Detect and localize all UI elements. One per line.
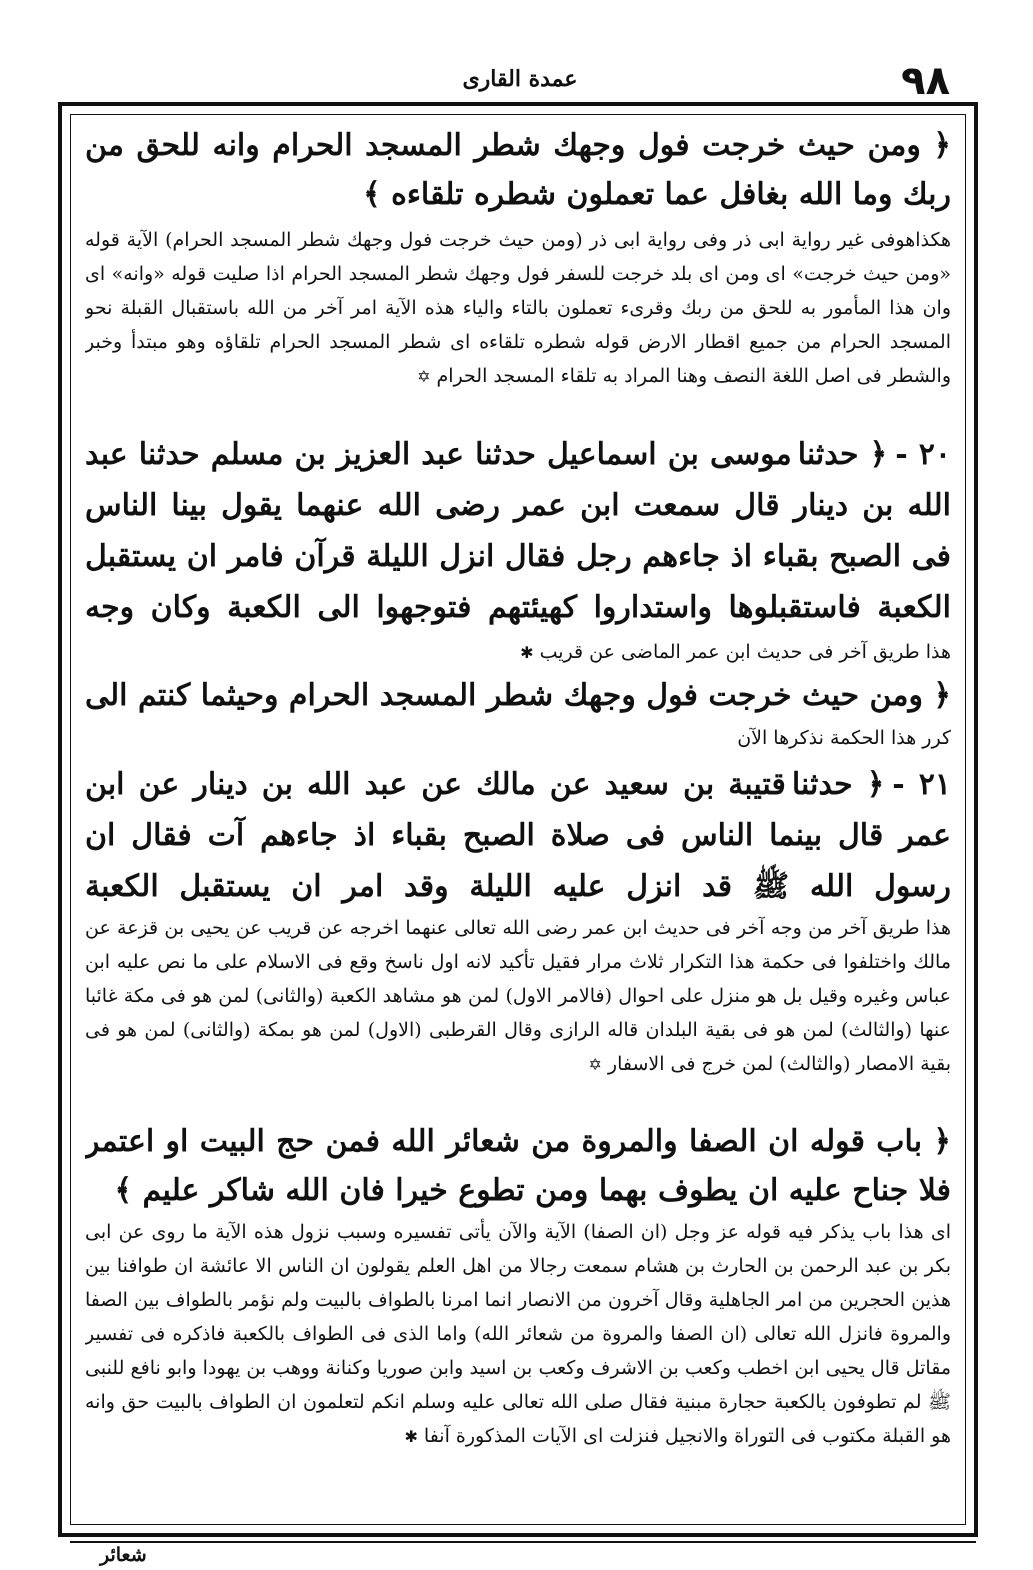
hadith-text: موسى بن اسماعيل حدثنا عبد العزيز بن مسلم حدثنا عبد الله بن دينار قال سمعت ابن عمر رضى الله عنهما يقول بينا الناس فى الصبح بقباء اذ جاءهم رجل فقال انزل الليلة قرآن فامر ان يستقبل الكعبة فاستقبلوها واستداروا كهيئتهم فتوجهوا الى الكعبة وكان وجه bbox=[85, 437, 951, 625]
hadith-text: قتيبة بن سعيد عن مالك عن عبد الله بن دينار عن ابن عمر قال بينما الناس فى صلاة الصبح بقباء اذ جاءهم آت فقال ان رسول الله ﷺ قد انزل عليه الليلة وقد امر ان يستقبل الكعبة bbox=[85, 767, 951, 904]
commentary-text: اى هذا باب يذكر فيه قوله عز وجل (ان الصفا) الآية والآن يأتى تفسيره وسبب نزول هذه الآية ما روى عن ابى بكر بن عبد الرحمن بن الحارث بن هشام سمعت رجالا من اهل العلم يقولون ان الناس الا عائشة ان طوافنا بين هذين الحجرين من امر الجاهلية وقال آخرون من الانصار انما امرنا بالطواف بالبيت ولم نؤمر بالطواف بين الصفا والمروة فانزل الله تعالى (ان الصفا والمروة من شعائر الله) واما الذى فى الطواف بالكعبة فاذكره فى تفسير مقاتل قال يحيى ابن اخطب وكعب بن الاشرف وكعب بن اسيد وابن صوريا وكنانة ووهب بن يهودا وابو نافع للنبى ﷺ لم تطوفون بالكعبة حجارة مبنية فقال صلى الله تعالى عليه وسلم انكم لتعلمون ان الطواف بالبيت حق وانه هو القبلة مكتوب فى التوراة والانجيل فنزلت اى الآيات المذكورة آنفا bbox=[85, 1221, 951, 1447]
hadith-20 bbox=[85, 429, 951, 635]
hadith-keyword: ﴿ حدثنا bbox=[791, 767, 885, 802]
star-mark-icon: ✡ bbox=[588, 1055, 602, 1074]
page-header bbox=[60, 58, 980, 108]
verse-heading-2: ﴿ ومن حيث خرجت فول وجهك شطر المسجد الحرام وحيثما كنتم الى bbox=[85, 678, 951, 713]
commentary-text: هذا طريق آخر فى حديث ابن عمر الماضى عن قريب bbox=[539, 641, 951, 663]
star-mark-icon: ✱ bbox=[520, 643, 534, 662]
commentary-paragraph-4 bbox=[85, 911, 951, 1117]
commentary-text: هذا طريق آخر من وجه آخر فى حديث ابن عمر رضى الله تعالى عنهما اخرجه عن قريب عن يحيى بن قزعة عن مالك واختلفوا فى حكمة هذا التكرار ثلاث مرار فقيل تأكيد لانه اول ناسخ وقع فى الاسلام على ما نص عليه ابن عباس وغيره وقيل بل هو منزل على احوال (فالامر الاول) لمن هو مشاهد الكعبة (والثانى) لمن هو فى مكة غائبا عنها (والثالث) لمن هو فى بقية البلدان قاله الرازى وقال القرطبى (الاول) لمن هو بمكة (والثانى) لمن هو فى بقية الامصار (والثالث) لمن خرج فى الاسفار bbox=[85, 917, 951, 1075]
hadith-number: ٢١ - bbox=[892, 767, 951, 802]
commentary-paragraph-3: كرر هذا الحكمة نذكرها الآن bbox=[737, 727, 951, 749]
hadith-number: ٢٠ - bbox=[895, 437, 951, 472]
commentary-text: هكذاهوفى غير رواية ابى ذر وفى رواية ابى ذر (ومن حيث خرجت فول وجهك شطر المسجد الحرام) الآية قوله «ومن حيث خرجت» اى ومن اى بلد خرجت للسفر فول وجهك شطر المسجد الحرام اذا صليت قوله «وانه» اى وان هذا المأمور به للحق من ربك وقرىء تعملون بالتاء والياء هذه الآية امر آخر من الله باستقبال القبلة نحو المسجد الحرام من جميع اقطار الارض قوله شطره تلقاءه اى شطر المسجد الحرام تلقاؤه وهو مبتدأ وخبر والشطر فى اصل اللغة النصف وهنا المراد به تلقاء المسجد الحرام bbox=[85, 229, 951, 387]
verse-heading-3: ﴿ باب قوله ان الصفا والمروة من شعائر الله فمن حج البيت او اعتمر فلا جناح عليه ان يطوف بهما ومن تطوع خيرا فان الله شاكر عليم ﴾ bbox=[85, 1124, 951, 1208]
text-area bbox=[70, 114, 966, 1525]
page-number: ٩٨ bbox=[901, 58, 950, 104]
hadith-21 bbox=[85, 759, 951, 911]
bottom-rule bbox=[70, 1541, 976, 1543]
commentary-paragraph-2 bbox=[85, 635, 951, 671]
commentary-paragraph-1 bbox=[85, 223, 951, 429]
verse-heading-1: ﴿ ومن حيث خرجت فول وجهك شطر المسجد الحرام وانه للحق من ربك وما الله بغافل عما تعملون شطره تلقاءه ﴾ bbox=[85, 128, 951, 212]
hadith-keyword: ﴿ حدثنا bbox=[797, 437, 888, 472]
page-frame bbox=[58, 102, 978, 1537]
star-mark-icon: ✡ bbox=[417, 367, 431, 386]
commentary-paragraph-5 bbox=[85, 1215, 951, 1521]
star-mark-icon: ✱ bbox=[404, 1427, 418, 1446]
catchword: شعائر bbox=[100, 1544, 147, 1566]
running-title: عمدة القارى bbox=[462, 66, 578, 92]
